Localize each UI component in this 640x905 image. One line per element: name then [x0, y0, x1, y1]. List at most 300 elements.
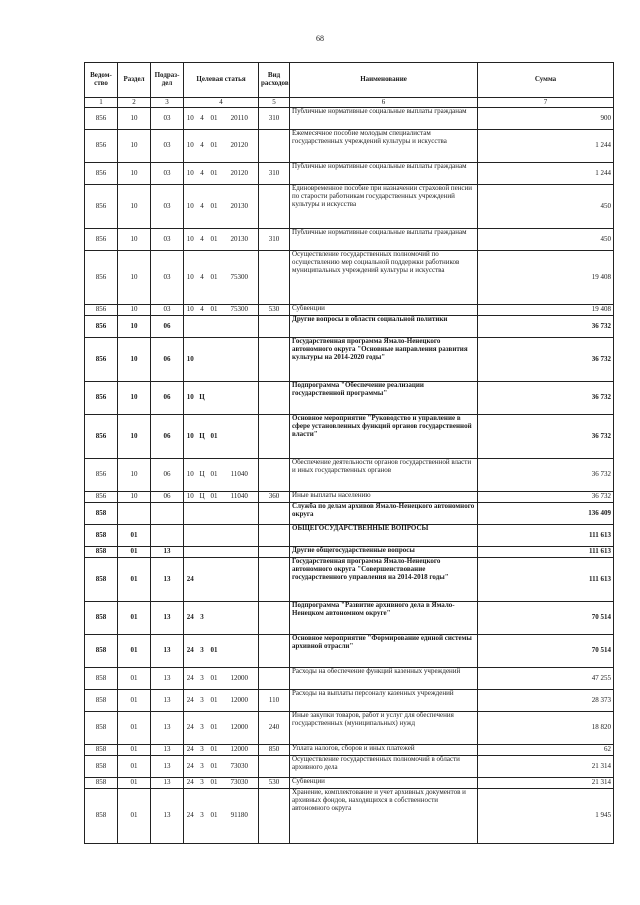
header-podrazdel: Подраз-дел: [151, 63, 184, 98]
cell-target-1: [184, 503, 197, 525]
cell-target-2: 4: [197, 108, 208, 130]
cell-razdel: 10: [118, 185, 151, 229]
cell-vedom: 856: [85, 229, 118, 251]
cell-target-4: 91180: [221, 789, 259, 844]
cell-target-3: 01: [208, 492, 221, 503]
table-row: [85, 382, 614, 415]
cell-target-2: Ц: [197, 415, 208, 459]
cell-target-2: 3: [197, 690, 208, 712]
cell-vedom: 858: [85, 558, 118, 602]
cell-target-3: 01: [208, 305, 221, 316]
cell-podrazdel: 03: [151, 163, 184, 185]
cell-sum: 47 255: [478, 668, 614, 690]
cell-target-2: 3: [197, 712, 208, 745]
index-row: [85, 98, 614, 108]
index-cell: 3: [151, 98, 184, 108]
cell-sum: 450: [478, 229, 614, 251]
cell-sum: 450: [478, 185, 614, 229]
cell-vid: [259, 635, 290, 668]
cell-podrazdel: 03: [151, 108, 184, 130]
table-row: [85, 251, 614, 305]
table-row: [85, 130, 614, 163]
cell-target-4: 11040: [221, 492, 259, 503]
cell-target-4: 73030: [221, 778, 259, 789]
cell-target-4: [221, 382, 259, 415]
cell-podrazdel: 03: [151, 185, 184, 229]
cell-podrazdel: 13: [151, 756, 184, 778]
cell-target-3: [208, 503, 221, 525]
cell-name: Подпрограмма "Обеспечение реализации государственной программы": [290, 382, 478, 415]
cell-target-1: 24: [184, 602, 197, 635]
cell-podrazdel: [151, 525, 184, 547]
table-row: [85, 789, 614, 844]
cell-target-2: 4: [197, 185, 208, 229]
cell-razdel: 01: [118, 745, 151, 756]
cell-vid: [259, 251, 290, 305]
cell-target-1: 24: [184, 712, 197, 745]
cell-target-1: 10: [184, 108, 197, 130]
cell-vedom: 858: [85, 547, 118, 558]
table-row: [85, 690, 614, 712]
table-row: [85, 459, 614, 492]
cell-razdel: 10: [118, 492, 151, 503]
cell-sum: 70 514: [478, 635, 614, 668]
cell-target-3: 01: [208, 185, 221, 229]
cell-sum: 900: [478, 108, 614, 130]
cell-name: Основное мероприятие "Формирование единой системы архивной отрасли": [290, 635, 478, 668]
cell-vedom: 858: [85, 602, 118, 635]
cell-razdel: 01: [118, 602, 151, 635]
page-number: 68: [316, 34, 324, 43]
cell-target-4: [221, 525, 259, 547]
cell-vedom: 858: [85, 690, 118, 712]
table-row: [85, 229, 614, 251]
cell-vedom: 858: [85, 525, 118, 547]
cell-vedom: 858: [85, 635, 118, 668]
cell-target-2: 4: [197, 229, 208, 251]
cell-vedom: 858: [85, 745, 118, 756]
cell-name: Субвенции: [290, 305, 478, 316]
cell-target-1: 24: [184, 558, 197, 602]
table-row: [85, 745, 614, 756]
cell-target-3: 01: [208, 635, 221, 668]
table-row: [85, 778, 614, 789]
cell-target-1: 24: [184, 690, 197, 712]
cell-target-4: [221, 558, 259, 602]
cell-target-1: 10: [184, 229, 197, 251]
cell-target-3: [208, 547, 221, 558]
cell-razdel: 10: [118, 415, 151, 459]
cell-target-1: 24: [184, 789, 197, 844]
cell-target-1: 24: [184, 745, 197, 756]
index-cell: 2: [118, 98, 151, 108]
table-row: [85, 668, 614, 690]
cell-target-4: 12000: [221, 690, 259, 712]
cell-target-1: 24: [184, 756, 197, 778]
cell-name: Основное мероприятие "Руководство и управление в сфере установленных функций органов государственной власти": [290, 415, 478, 459]
cell-name: Единовременное пособие при назначении страховой пенсии по старости работникам государственных учреждений культуры и искусства: [290, 185, 478, 229]
cell-target-3: 01: [208, 756, 221, 778]
cell-name: Государственная программа Ямало-Ненецкого автономного округа "Совершенствование государственного управления на 2014-2018 годы": [290, 558, 478, 602]
cell-target-1: 10: [184, 492, 197, 503]
cell-podrazdel: 13: [151, 745, 184, 756]
header-name: Наименование: [290, 63, 478, 98]
cell-vid: [259, 789, 290, 844]
cell-name: Другие общегосударственные вопросы: [290, 547, 478, 558]
cell-target-1: 10: [184, 338, 197, 382]
cell-podrazdel: 06: [151, 415, 184, 459]
cell-target-2: 3: [197, 756, 208, 778]
cell-target-4: [221, 415, 259, 459]
header-row: [85, 63, 614, 98]
table-row: [85, 108, 614, 130]
cell-vedom: 858: [85, 778, 118, 789]
cell-name: Субвенции: [290, 778, 478, 789]
cell-target-4: [221, 503, 259, 525]
cell-vedom: 856: [85, 305, 118, 316]
cell-razdel: 01: [118, 547, 151, 558]
cell-target-2: [197, 338, 208, 382]
cell-target-2: 3: [197, 635, 208, 668]
cell-target-2: [197, 525, 208, 547]
cell-target-4: 75300: [221, 305, 259, 316]
cell-target-4: 20130: [221, 229, 259, 251]
cell-sum: 19 408: [478, 251, 614, 305]
cell-podrazdel: 13: [151, 690, 184, 712]
cell-razdel: 10: [118, 108, 151, 130]
cell-razdel: 01: [118, 635, 151, 668]
cell-vid: [259, 602, 290, 635]
cell-target-3: [208, 558, 221, 602]
cell-target-3: 01: [208, 459, 221, 492]
cell-vedom: 856: [85, 185, 118, 229]
cell-target-3: 01: [208, 690, 221, 712]
table-row: [85, 525, 614, 547]
cell-vid: 310: [259, 229, 290, 251]
cell-podrazdel: 13: [151, 778, 184, 789]
cell-target-3: 01: [208, 778, 221, 789]
cell-sum: 111 613: [478, 525, 614, 547]
header-sum: Сумма: [478, 63, 614, 98]
cell-podrazdel: 06: [151, 492, 184, 503]
cell-vid: [259, 459, 290, 492]
cell-name: Иные закупки товаров, работ и услуг для обеспечения государственных (муниципальных) нужд: [290, 712, 478, 745]
cell-sum: 18 820: [478, 712, 614, 745]
cell-name: Публичные нормативные социальные выплаты гражданам: [290, 229, 478, 251]
cell-razdel: 10: [118, 251, 151, 305]
cell-target-3: 01: [208, 712, 221, 745]
cell-target-1: [184, 525, 197, 547]
cell-name: Осуществление государственных полномочий в области архивного дела: [290, 756, 478, 778]
cell-sum: 111 613: [478, 547, 614, 558]
cell-podrazdel: 13: [151, 547, 184, 558]
cell-name: Подпрограмма "Развитие архивного дела в Ямало-Ненецком автономном округе": [290, 602, 478, 635]
cell-sum: 70 514: [478, 602, 614, 635]
cell-target-3: 01: [208, 229, 221, 251]
cell-target-4: 20120: [221, 163, 259, 185]
cell-razdel: [118, 503, 151, 525]
cell-sum: 1 945: [478, 789, 614, 844]
cell-vid: 850: [259, 745, 290, 756]
cell-name: Другие вопросы в области социальной политики: [290, 316, 478, 338]
cell-sum: 36 732: [478, 415, 614, 459]
index-cell: 1: [85, 98, 118, 108]
cell-podrazdel: 13: [151, 712, 184, 745]
cell-razdel: 01: [118, 525, 151, 547]
cell-target-2: [197, 316, 208, 338]
cell-target-3: [208, 525, 221, 547]
cell-podrazdel: 13: [151, 602, 184, 635]
cell-target-2: 4: [197, 251, 208, 305]
cell-target-3: 01: [208, 415, 221, 459]
cell-target-4: 11040: [221, 459, 259, 492]
table-row: [85, 503, 614, 525]
cell-target-1: 24: [184, 778, 197, 789]
cell-target-4: 75300: [221, 251, 259, 305]
cell-vedom: 856: [85, 163, 118, 185]
cell-razdel: 10: [118, 130, 151, 163]
cell-vid: 530: [259, 778, 290, 789]
table-row: [85, 305, 614, 316]
cell-vedom: 856: [85, 130, 118, 163]
cell-vid: 360: [259, 492, 290, 503]
cell-target-4: 20110: [221, 108, 259, 130]
cell-sum: 21 314: [478, 778, 614, 789]
cell-target-1: [184, 547, 197, 558]
index-cell: 5: [259, 98, 290, 108]
table-row: [85, 635, 614, 668]
cell-vedom: 856: [85, 108, 118, 130]
cell-vid: [259, 756, 290, 778]
cell-vedom: 856: [85, 459, 118, 492]
cell-target-2: 3: [197, 602, 208, 635]
cell-vid: [259, 558, 290, 602]
cell-target-1: 10: [184, 163, 197, 185]
cell-target-3: 01: [208, 745, 221, 756]
table-row: [85, 602, 614, 635]
table-row: [85, 415, 614, 459]
cell-razdel: 10: [118, 382, 151, 415]
cell-razdel: 10: [118, 338, 151, 382]
cell-target-1: 10: [184, 415, 197, 459]
cell-razdel: 10: [118, 459, 151, 492]
table-row: [85, 558, 614, 602]
header-razdel: Раздел: [118, 63, 151, 98]
cell-vedom: 856: [85, 338, 118, 382]
cell-vedom: 856: [85, 316, 118, 338]
cell-target-2: 3: [197, 778, 208, 789]
cell-podrazdel: [151, 503, 184, 525]
cell-target-3: [208, 602, 221, 635]
cell-target-2: 4: [197, 305, 208, 316]
cell-target-1: 24: [184, 635, 197, 668]
cell-name: Публичные нормативные социальные выплаты гражданам: [290, 163, 478, 185]
cell-sum: 1 244: [478, 130, 614, 163]
cell-razdel: 10: [118, 163, 151, 185]
cell-name: ОБЩЕГОСУДАРСТВЕННЫЕ ВОПРОСЫ: [290, 525, 478, 547]
cell-sum: 36 732: [478, 492, 614, 503]
cell-podrazdel: 13: [151, 558, 184, 602]
cell-sum: 36 732: [478, 459, 614, 492]
cell-name: Ежемесячное пособие молодым специалистам государственных учреждений культуры и искусства: [290, 130, 478, 163]
cell-target-4: [221, 547, 259, 558]
cell-target-3: 01: [208, 108, 221, 130]
cell-vedom: 858: [85, 668, 118, 690]
cell-sum: 62: [478, 745, 614, 756]
cell-target-3: 01: [208, 163, 221, 185]
cell-name: Осуществление государственных полномочий по осуществлению мер социальной поддержки работников муниципальных учреждений культуры и искусства: [290, 251, 478, 305]
cell-vid: [259, 503, 290, 525]
cell-podrazdel: 06: [151, 316, 184, 338]
header-target: Целевая статья: [184, 63, 259, 98]
cell-sum: 19 408: [478, 305, 614, 316]
table-row: [85, 547, 614, 558]
cell-target-1: [184, 316, 197, 338]
cell-razdel: 01: [118, 789, 151, 844]
cell-name: Государственная программа Ямало-Ненецкого автономного округа "Основные направления развития культуры на 2014-2020 годы": [290, 338, 478, 382]
cell-podrazdel: 06: [151, 459, 184, 492]
cell-podrazdel: 03: [151, 229, 184, 251]
cell-target-4: 20130: [221, 185, 259, 229]
cell-name: Расходы на обеспечение функций казенных учреждений: [290, 668, 478, 690]
cell-razdel: 01: [118, 558, 151, 602]
index-cell: 4: [184, 98, 259, 108]
cell-target-2: Ц: [197, 382, 208, 415]
cell-target-3: 01: [208, 789, 221, 844]
cell-target-4: 73030: [221, 756, 259, 778]
cell-vid: 310: [259, 163, 290, 185]
table-row: [85, 756, 614, 778]
cell-target-4: 12000: [221, 668, 259, 690]
cell-razdel: 01: [118, 756, 151, 778]
cell-razdel: 10: [118, 229, 151, 251]
cell-name: Служба по делам архивов Ямало-Ненецкого автономного округа: [290, 503, 478, 525]
cell-podrazdel: 06: [151, 338, 184, 382]
cell-target-4: [221, 338, 259, 382]
cell-vid: [259, 316, 290, 338]
cell-name: Хранение, комплектование и учет архивных документов и архивных фондов, находящихся в собственности автономного округа: [290, 789, 478, 844]
cell-target-1: 10: [184, 382, 197, 415]
cell-target-4: [221, 602, 259, 635]
cell-razdel: 01: [118, 778, 151, 789]
cell-target-1: 10: [184, 305, 197, 316]
cell-vid: [259, 525, 290, 547]
cell-vid: 530: [259, 305, 290, 316]
cell-vedom: 856: [85, 492, 118, 503]
cell-razdel: 10: [118, 305, 151, 316]
cell-name: Публичные нормативные социальные выплаты гражданам: [290, 108, 478, 130]
cell-vid: [259, 415, 290, 459]
cell-target-2: Ц: [197, 459, 208, 492]
cell-vid: [259, 547, 290, 558]
cell-sum: 136 409: [478, 503, 614, 525]
cell-podrazdel: 06: [151, 382, 184, 415]
cell-target-1: 10: [184, 251, 197, 305]
cell-target-1: 10: [184, 459, 197, 492]
cell-vedom: 858: [85, 503, 118, 525]
cell-vid: 310: [259, 108, 290, 130]
table-row: [85, 163, 614, 185]
cell-sum: 36 732: [478, 316, 614, 338]
cell-podrazdel: 03: [151, 251, 184, 305]
cell-vid: [259, 668, 290, 690]
table-row: [85, 338, 614, 382]
cell-vid: [259, 130, 290, 163]
cell-target-2: 3: [197, 668, 208, 690]
cell-target-4: 20120: [221, 130, 259, 163]
cell-vid: [259, 185, 290, 229]
cell-sum: 36 732: [478, 338, 614, 382]
cell-target-3: [208, 316, 221, 338]
cell-razdel: 01: [118, 690, 151, 712]
cell-sum: 21 314: [478, 756, 614, 778]
table-row: [85, 492, 614, 503]
cell-vedom: 858: [85, 789, 118, 844]
table-row: [85, 712, 614, 745]
cell-target-1: 10: [184, 130, 197, 163]
cell-target-2: 4: [197, 163, 208, 185]
cell-target-2: [197, 503, 208, 525]
cell-name: Уплата налогов, сборов и иных платежей: [290, 745, 478, 756]
cell-vedom: 856: [85, 251, 118, 305]
cell-target-2: Ц: [197, 492, 208, 503]
cell-name: Обеспечение деятельности органов государственной власти и иных государственных органов: [290, 459, 478, 492]
cell-razdel: 10: [118, 316, 151, 338]
cell-razdel: 01: [118, 712, 151, 745]
budget-table: [84, 62, 614, 844]
index-cell: 6: [290, 98, 478, 108]
cell-target-4: 12000: [221, 745, 259, 756]
cell-razdel: 01: [118, 668, 151, 690]
cell-podrazdel: 03: [151, 305, 184, 316]
cell-target-2: 4: [197, 130, 208, 163]
cell-sum: 111 613: [478, 558, 614, 602]
table-row: [85, 185, 614, 229]
cell-target-4: 12000: [221, 712, 259, 745]
cell-vid: [259, 338, 290, 382]
cell-target-1: 10: [184, 185, 197, 229]
cell-vedom: 856: [85, 382, 118, 415]
header-vedom: Ведом-ство: [85, 63, 118, 98]
cell-target-2: 3: [197, 789, 208, 844]
cell-name: Расходы на выплаты персоналу казенных учреждений: [290, 690, 478, 712]
cell-target-3: 01: [208, 251, 221, 305]
cell-target-4: [221, 316, 259, 338]
cell-vid: [259, 382, 290, 415]
cell-vedom: 856: [85, 415, 118, 459]
cell-target-2: 3: [197, 745, 208, 756]
cell-target-2: [197, 547, 208, 558]
cell-target-1: 24: [184, 668, 197, 690]
cell-podrazdel: 13: [151, 789, 184, 844]
cell-podrazdel: 03: [151, 130, 184, 163]
cell-name: Иные выплаты населению: [290, 492, 478, 503]
cell-sum: 36 732: [478, 382, 614, 415]
cell-vid: 240: [259, 712, 290, 745]
cell-target-2: [197, 558, 208, 602]
table-row: [85, 316, 614, 338]
cell-vedom: 858: [85, 712, 118, 745]
index-cell: 7: [478, 98, 614, 108]
cell-target-3: 01: [208, 130, 221, 163]
cell-podrazdel: 13: [151, 668, 184, 690]
header-vid: Вид расходов: [259, 63, 290, 98]
cell-target-4: [221, 635, 259, 668]
cell-target-3: [208, 382, 221, 415]
cell-sum: 1 244: [478, 163, 614, 185]
cell-target-3: 01: [208, 668, 221, 690]
cell-target-3: [208, 338, 221, 382]
